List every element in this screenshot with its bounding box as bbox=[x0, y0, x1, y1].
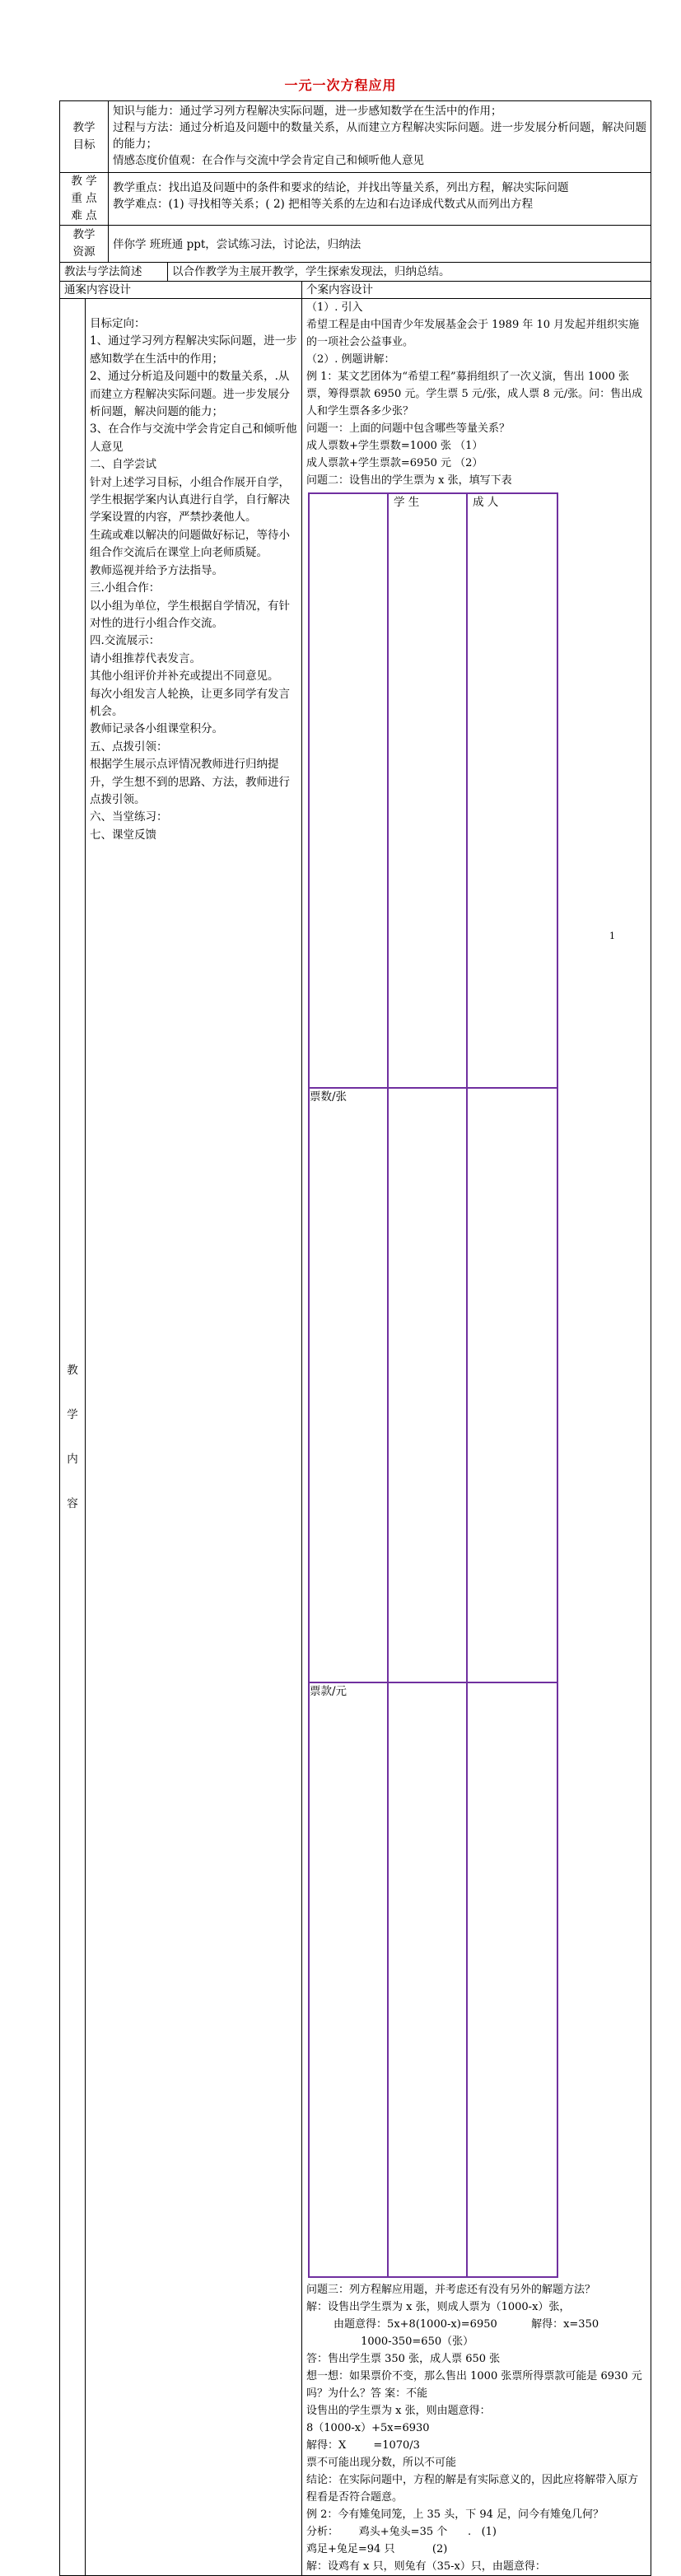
fill-table-cell[interactable] bbox=[388, 1088, 467, 1682]
left-line: 七、课堂反馈 bbox=[90, 828, 156, 842]
left-line: 教师记录各小组课堂积分。 bbox=[90, 722, 223, 736]
left-line: 三.小组合作： bbox=[90, 581, 161, 595]
right-line: 问题一：上面的问题中包含哪些等量关系？ bbox=[306, 422, 511, 435]
goals-line: 情感态度价值观：在合作与交流中学会肯定自己和倾听他人意见 bbox=[113, 154, 424, 167]
right-line: 设售出的学生票为 x 张，则由题意得： bbox=[306, 2405, 491, 2417]
right-line: 问题三：列方程解应用题，并考虑还有没有另外的解题方法？ bbox=[306, 2284, 596, 2296]
left-line: 根据学生展示点评情况教师进行归纳提升，学生想不到的思路、方法，教师进行点拨引领。 bbox=[90, 758, 290, 806]
right-line: 答：售出学生票 350 张，成人票 650 张 bbox=[306, 2353, 501, 2365]
resources-row bbox=[60, 226, 651, 263]
goals-row bbox=[60, 101, 651, 173]
fill-table-header-row bbox=[309, 493, 557, 1088]
right-line: 解：设售出学生票为 x 张，则成人票为（1000-x）张， bbox=[306, 2301, 571, 2313]
right-line: 成人票数+学生票数=1000 张 （1） bbox=[306, 440, 483, 452]
fill-table-row-label: 票款/元 bbox=[309, 1682, 388, 2277]
fill-table-row-label: 票数/张 bbox=[309, 1088, 388, 1682]
resources-label-cell bbox=[60, 226, 109, 263]
lesson-plan-table bbox=[59, 100, 651, 2576]
left-line: 3、在合作与交流中学会肯定自己和倾听他人意见 bbox=[90, 422, 297, 454]
keypoints-label-line: 重 点 bbox=[71, 192, 97, 205]
left-line: 其他小组评价并补充或提出不同意见。 bbox=[90, 670, 279, 684]
individual-design-content bbox=[302, 299, 651, 2576]
right-line: 解得：X =1070/3 bbox=[306, 2439, 420, 2452]
keypoints-label-line: 难 点 bbox=[71, 209, 97, 222]
left-line: 2、通过分析追及问题中的数量关系，.从而建立方程解决实际问题。进一步发展分析问题，解决问题的能力； bbox=[90, 370, 290, 419]
fill-table-cell[interactable] bbox=[467, 1682, 557, 2277]
common-design-header: 通案内容设计 bbox=[60, 282, 302, 299]
left-line: 二、自学尝试 bbox=[90, 458, 156, 472]
resources-label-line: 教学 bbox=[72, 228, 96, 241]
right-line: 例 2：今有雉兔同笼，上 35 头，下 94 足，问今有雉兔几何？ bbox=[306, 2508, 604, 2521]
left-line: 请小组推荐代表发言。 bbox=[90, 651, 201, 665]
methods-text: 以合作教学为主展开教学，学生探索发现法，归纳总结。 bbox=[172, 265, 450, 278]
right-line: 成人票款+学生票款=6950 元 （2） bbox=[306, 457, 483, 469]
left-line: 针对上述学习目标，小组合作展开自学，学生根据学案内认真进行自学，自行解决学案设置的内容，严禁抄袭他人。 bbox=[90, 475, 290, 525]
fill-table-row bbox=[309, 1088, 557, 1682]
page-number: 1 bbox=[609, 931, 615, 941]
left-line: 目标定向： bbox=[90, 317, 146, 330]
teaching-content-label: 教 学 内 容 bbox=[60, 299, 86, 2576]
design-header-row bbox=[60, 282, 651, 299]
keypoint-line: 教学重点：找出追及问题中的条件和要求的结论，并找出等量关系，列出方程，解决实际问题 bbox=[113, 181, 569, 194]
right-line: 由题意得：5x+8(1000-x)=6950 解得：x=350 bbox=[306, 2318, 599, 2331]
methods-row bbox=[60, 263, 651, 282]
methods-content bbox=[168, 263, 651, 282]
right-line: 问题二：设售出的学生票为 x 张，填写下表 bbox=[306, 474, 512, 487]
right-line: 1000-350=650（张） bbox=[306, 2336, 474, 2348]
keypoints-label-line: 教 学 bbox=[71, 175, 97, 188]
left-line: 生疏或难以解决的问题做好标记，等待小组合作交流后在课堂上向老师质疑。 bbox=[90, 528, 290, 560]
left-line: 教师巡视并给予方法指导。 bbox=[90, 563, 223, 577]
resources-content bbox=[109, 226, 651, 263]
right-line: 希望工程是由中国青少年发展基金会于 1989 年 10 月发起并组织实施的一项社会公益事业。 bbox=[306, 319, 640, 348]
individual-design-header: 个案内容设计 bbox=[302, 282, 651, 299]
right-line: （1）. 引入 bbox=[306, 301, 363, 314]
left-line: 六、当堂练习： bbox=[90, 810, 168, 824]
goals-content bbox=[109, 101, 651, 173]
right-line: 8（1000-x）+5x=6930 bbox=[306, 2422, 430, 2434]
fill-table-header: 学 生 bbox=[388, 493, 467, 1088]
resources-text: 伴你学 班班通 ppt，尝试练习法，讨论法，归纳法 bbox=[113, 238, 361, 251]
methods-label: 教法与学法简述 bbox=[64, 265, 142, 278]
page-title: 一元一次方程应用 bbox=[284, 77, 397, 93]
goals-label: 教学 bbox=[72, 121, 96, 134]
fill-table-cell[interactable] bbox=[388, 1682, 467, 2277]
common-design-content bbox=[86, 299, 302, 2576]
goals-line: 过程与方法：通过分析追及问题中的数量关系，从而建立方程解决实际问题。进一步发展分析问题，解决问题的能力； bbox=[113, 121, 646, 151]
right-line: 例 1：某文艺团体为“希望工程”募捐组织了一次义演，售出 1000 张票，筹得票款 6950 元。学生票 5 元/张，成人票 8 元/张。问：售出成人和学生票各多少张？ bbox=[306, 371, 643, 418]
keypoints-content bbox=[109, 173, 651, 226]
right-line: 鸡足+兔足=94 只 (2) bbox=[306, 2543, 448, 2555]
left-line: 五、点拨引领： bbox=[90, 740, 168, 754]
right-line: 想一想：如果票价不变，那么售出 1000 张票所得票款可能是 6930 元吗？为什么？答 案：不能 bbox=[306, 2370, 642, 2400]
right-line: 结论：在实际问题中，方程的解是有实际意义的，因此应将解带入原方程看是否符合题意。 bbox=[306, 2474, 639, 2504]
fill-table-row bbox=[309, 1682, 557, 2277]
right-line: 票不可能出现分数，所以不可能 bbox=[306, 2457, 457, 2469]
left-line: 1、通过学习列方程解决实际问题，进一步感知数学在生活中的作用； bbox=[90, 334, 297, 366]
content-row bbox=[60, 299, 651, 2576]
right-line: （2）. 例题讲解： bbox=[306, 353, 395, 366]
methods-label-cell bbox=[60, 263, 168, 282]
goals-line: 知识与能力：通过学习列方程解决实际问题，进一步感知数学在生活中的作用； bbox=[113, 105, 502, 118]
ticket-fill-table bbox=[308, 492, 558, 2278]
left-line: 四.交流展示： bbox=[90, 634, 161, 648]
right-line: 分析： 鸡头+兔头=35 个 . (1) bbox=[306, 2526, 497, 2538]
goals-label-cell: 教学 目标 bbox=[60, 101, 109, 173]
left-line: 以小组为单位，学生根据自学情况，有针对性的进行小组合作交流。 bbox=[90, 599, 290, 630]
resources-label-line: 资源 bbox=[72, 245, 96, 259]
right-line: 解：设鸡有 x 只，则兔有（35-x）只，由题意得： bbox=[306, 2560, 546, 2573]
fill-table-cell[interactable] bbox=[467, 1088, 557, 1682]
fill-table-header: 成 人 bbox=[467, 493, 557, 1088]
keypoint-line: 教学难点：(1) 寻找相等关系；( 2) 把相等关系的左边和右边译成代数式从而列出方程 bbox=[113, 198, 534, 211]
keypoints-label-cell bbox=[60, 173, 109, 226]
left-line: 每次小组发言人轮换，让更多同学有发言机会。 bbox=[90, 687, 290, 718]
keypoints-row bbox=[60, 173, 651, 226]
